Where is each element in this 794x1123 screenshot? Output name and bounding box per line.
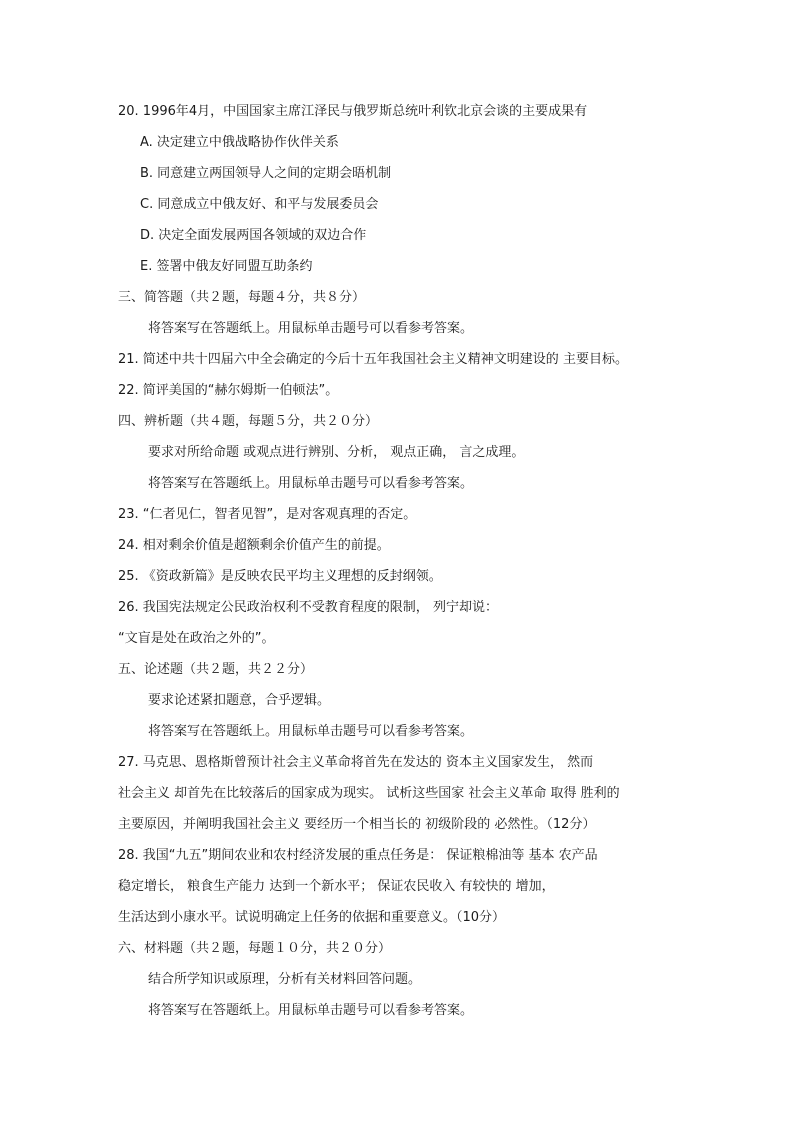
question-23[interactable]: 23. “仁者见仁，智者见智”，是对客观真理的否定。 (118, 507, 417, 522)
section-4-requirement: 要求对所给命题 或观点进行辨别、分析， 观点正确， 言之成理。 (148, 445, 525, 460)
option-a: A. 决定建立中俄战略协作伙伴关系 (140, 135, 339, 150)
option-c: C. 同意成立中俄友好、和平与发展委员会 (140, 197, 379, 212)
section-3-heading: 三、简答题（共２题，每题４分，共８分） (118, 290, 366, 305)
question-27-line-1[interactable]: 27. 马克思、恩格斯曾预计社会主义革命将首先在发达的 资本主义国家发生， 然而 (118, 755, 594, 770)
question-24[interactable]: 24. 相对剩余价值是超额剩余价值产生的前提。 (118, 538, 390, 553)
question-27-line-2: 社会主义 却首先在比较落后的国家成为现实。 试析这些国家 社会主义革命 取得 胜利的 (118, 786, 620, 801)
section-4-note: 将答案写在答题纸上。用鼠标单击题号可以看参考答案。 (148, 476, 474, 491)
question-26-line-1[interactable]: 26. 我国宪法规定公民政治权利不受教育程度的限制， 列宁却说： (118, 600, 498, 615)
section-5-requirement: 要求论述紧扣题意，合乎逻辑。 (148, 693, 331, 708)
question-22[interactable]: 22. 简评美国的“赫尔姆斯一伯顿法”。 (118, 383, 339, 398)
section-3-note: 将答案写在答题纸上。用鼠标单击题号可以看参考答案。 (148, 321, 474, 336)
question-28-line-1[interactable]: 28. 我国“九五”期间农业和农村经济发展的重点任务是： 保证粮棉油等 基本 农产品 (118, 848, 598, 863)
section-4-heading: 四、辨析题（共４题，每题５分，共２０分） (118, 414, 379, 429)
question-28-line-2: 稳定增长， 粮食生产能力 达到一个新水平； 保证农民收入 有较快的 增加， (118, 879, 555, 894)
section-6-note: 将答案写在答题纸上。用鼠标单击题号可以看参考答案。 (148, 1003, 474, 1018)
question-26-line-2: “文盲是处在政治之外的”。 (118, 631, 275, 646)
question-20-stem: 20. 1996年4月，中国国家主席江泽民与俄罗斯总统叶利钦北京会谈的主要成果有 (118, 104, 588, 119)
question-21[interactable]: 21. 简述中共十四届六中全会确定的今后十五年我国社会主义精神文明建设的 主要目标。 (118, 352, 628, 367)
option-e: E. 签署中俄友好同盟互助条约 (140, 259, 313, 274)
section-5-note: 将答案写在答题纸上。用鼠标单击题号可以看参考答案。 (148, 724, 474, 739)
section-6-heading: 六、材料题（共２题，每题１０分，共２０分） (118, 941, 392, 956)
question-25[interactable]: 25. 《资政新篇》是反映农民平均主义理想的反封纲领。 (118, 569, 442, 584)
option-b: B. 同意建立两国领导人之间的定期会晤机制 (140, 166, 392, 181)
question-28-line-3: 生活达到小康水平。试说明确定上任务的依据和重要意义。（10分） (118, 910, 506, 925)
question-27-line-3: 主要原因，并阐明我国社会主义 要经历一个相当长的 初级阶段的 必然性。（12分） (118, 817, 596, 832)
section-6-requirement: 结合所学知识或原理，分析有关材料回答问题。 (148, 972, 422, 987)
option-d: D. 决定全面发展两国各领域的双边合作 (140, 228, 367, 243)
section-5-heading: 五、论述题（共２题，共２２分） (118, 662, 314, 677)
